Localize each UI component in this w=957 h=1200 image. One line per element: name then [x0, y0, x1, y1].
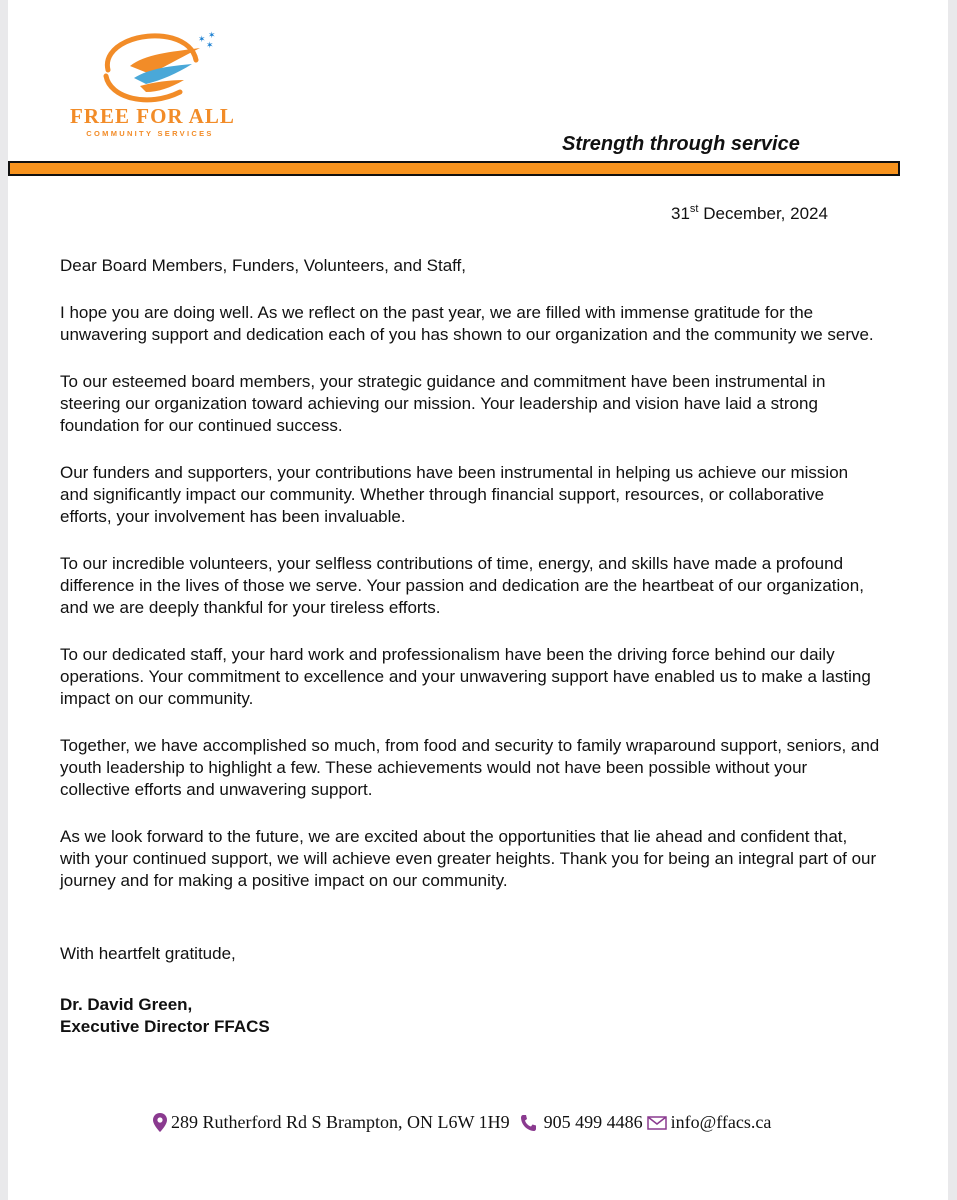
letter-date — [671, 204, 828, 224]
footer-contact — [153, 1112, 771, 1133]
paragraph: I hope you are doing well. As we reflect on the past year, we are filled with immense gratitude for the unwavering support and dedication each of you has shown to our organization and the community we serve. — [60, 303, 874, 344]
svg-text:✶: ✶ — [208, 31, 216, 41]
svg-text:✶: ✶ — [206, 41, 214, 51]
footer-address: 289 Rutherford Rd S Brampton, ON L6W 1H9 — [171, 1112, 510, 1132]
phone-icon — [520, 1114, 536, 1132]
organization-logo — [70, 28, 240, 146]
letter-page — [8, 0, 948, 1200]
location-pin-icon — [153, 1113, 167, 1133]
salutation: Dear Board Members, Funders, Volunteers, and Staff, — [60, 256, 467, 275]
letter-body — [60, 255, 880, 917]
footer-email: info@ffacs.ca — [670, 1112, 772, 1132]
paragraph: To our incredible volunteers, your selfless contributions of time, energy, and skills have made a profound difference in the lives of those we serve. Your passion and dedication are the heartbeat of our organization, and we are deeply thankful for your tireless efforts. — [60, 554, 864, 617]
signer-title: Executive Director FFACS — [60, 1017, 270, 1036]
header-divider-bar — [8, 161, 900, 176]
footer-phone: 905 499 4486 — [543, 1112, 643, 1132]
svg-text:✶: ✶ — [198, 35, 206, 45]
paragraph: Our funders and supporters, your contributions have been instrumental in helping us achieve our mission and significantly impact our community. Whether through financial support, resources, or collaborative efforts, your involvement has been invaluable. — [60, 463, 849, 526]
paragraph: Together, we have accomplished so much, from food and security to family wraparound support, seniors, and youth leadership to highlight a few. These achievements would not have been possible without your collective efforts and unwavering support. — [60, 736, 880, 799]
email-envelope-icon — [647, 1116, 667, 1130]
paragraph: As we look forward to the future, we are excited about the opportunities that lie ahead and confident that, with your continued support, we will achieve even greater heights. Thank you for being an integral part of our journey and for making a positive impact on our community. — [60, 827, 877, 890]
signer-name: Dr. David Green, — [60, 995, 193, 1014]
paragraph: To our esteemed board members, your strategic guidance and commitment have been instrumental in steering our organization toward achieving our mission. Your leadership and vision have laid a strong foundation for our continued success. — [60, 372, 826, 435]
date-rest: December, 2024 — [698, 204, 828, 223]
signature-block — [60, 994, 270, 1038]
paragraph: To our dedicated staff, your hard work and professionalism have been the driving force behind our daily operations. Your commitment to excellence and your unwavering support have enabled us to make a lasting impact on our community. — [60, 645, 871, 708]
logo-title: FREE FOR ALL — [70, 104, 235, 128]
tagline: Strength through service — [562, 133, 800, 155]
logo-subtitle: COMMUNITY SERVICES — [86, 129, 214, 138]
date-day: 31 — [671, 204, 690, 223]
bird-swoosh-logo-icon — [100, 28, 220, 108]
closing: With heartfelt gratitude, — [60, 944, 236, 963]
date-suffix: st — [689, 203, 699, 215]
